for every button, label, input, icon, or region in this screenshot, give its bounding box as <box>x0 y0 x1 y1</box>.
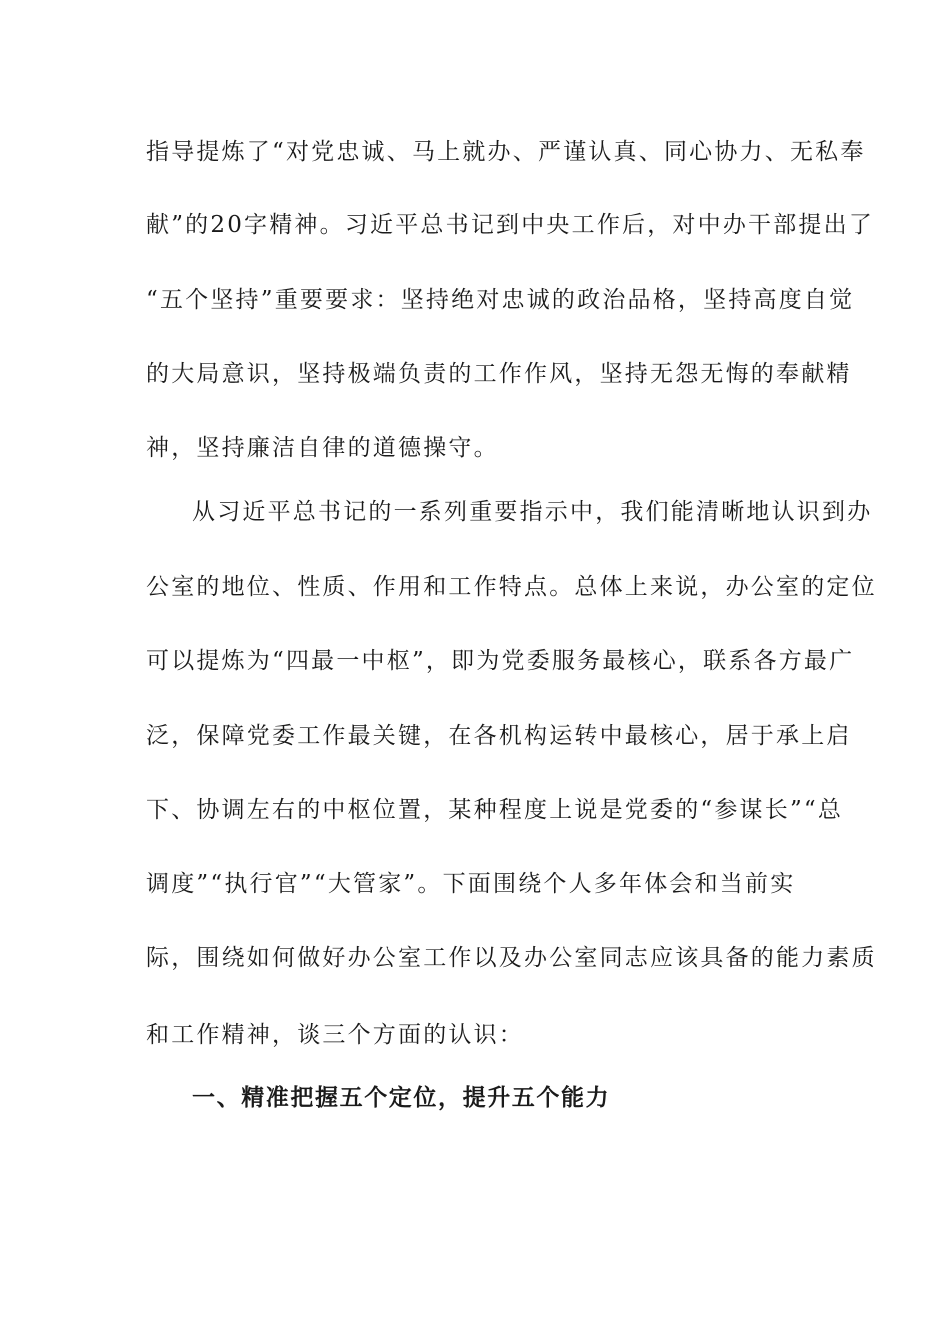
paragraph-2-line-7: 际，围绕如何做好办公室工作以及办公室同志应该具备的能力素质 <box>146 945 877 971</box>
paragraph-2-line-2: 公室的地位、性质、作用和工作特点。总体上来说，办公室的定位 <box>146 574 877 600</box>
paragraph-2-line-4: 泛，保障党委工作最关键，在各机构运转中最核心，居于承上启 <box>146 723 852 749</box>
paragraph-1-line-4: 的大局意识，坚持极端负责的工作作风，坚持无怨无悔的奉献精 <box>146 361 852 387</box>
paragraph-1-line-1: 指导提炼了“对党忠诚、马上就办、严谨认真、同心协力、无私奉 <box>146 139 866 165</box>
paragraph-1-line-5: 神，坚持廉洁自律的道德操守。 <box>146 435 499 461</box>
paragraph-2-line-1: 从习近平总书记的一系列重要指示中，我们能清晰地认识到办 <box>192 499 873 525</box>
paragraph-2-line-6: 调度”“执行官”“大管家”。下面围绕个人多年体会和当前实 <box>146 871 796 897</box>
paragraph-2-line-5: 下、协调左右的中枢位置，某种程度上说是党委的“参谋长”“总 <box>146 797 844 823</box>
paragraph-1-line-2: 献”的20字精神。习近平总书记到中央工作后，对中办干部提出了 <box>146 212 875 238</box>
section-heading: 一、精准把握五个定位，提升五个能力 <box>192 1084 611 1111</box>
paragraph-2-line-8: 和工作精神，谈三个方面的认识： <box>146 1022 524 1048</box>
paragraph-2-line-3: 可以提炼为“四最一中枢”，即为党委服务最核心，联系各方最广 <box>146 648 855 674</box>
paragraph-1-line-3: “五个坚持”重要要求：坚持绝对忠诚的政治品格，坚持高度自觉 <box>146 287 855 313</box>
